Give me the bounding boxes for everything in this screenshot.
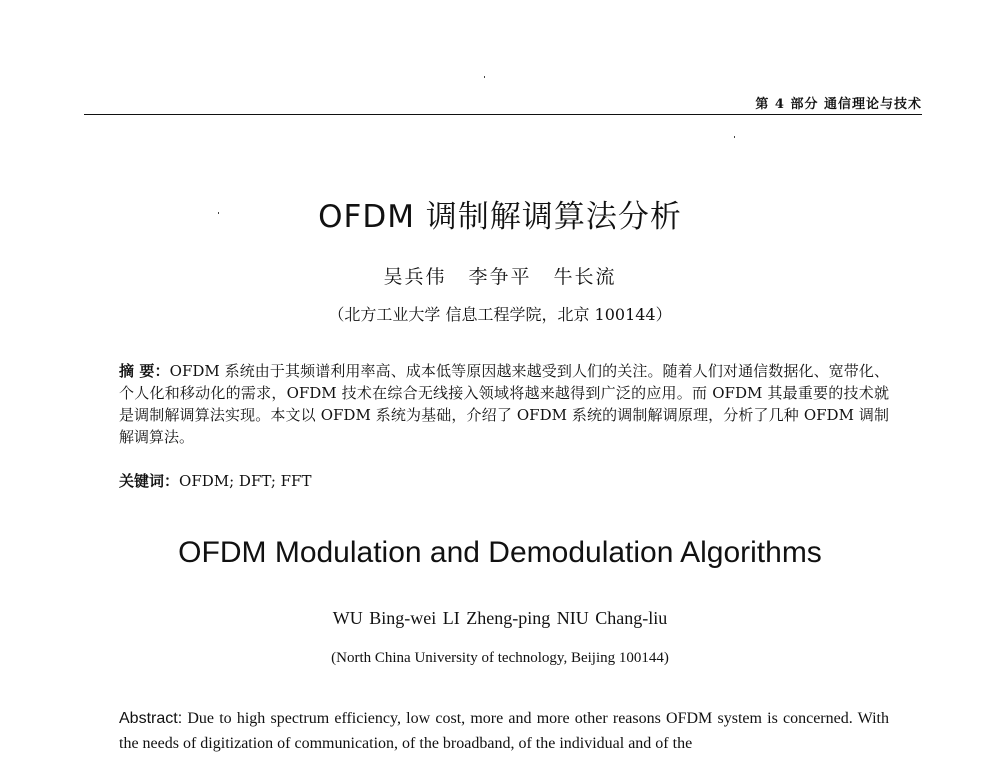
chinese-keywords [119,470,311,491]
english-authors: WU Bing-wei LI Zheng-ping NIU Chang-liu [332,608,668,628]
chinese-keywords-text: OFDM; DFT; FFT [179,472,312,490]
scan-speck [484,76,485,78]
running-header: 第 4 部分 通信理论与技术 [755,97,922,112]
english-abstract [119,706,889,756]
chinese-affiliation: （北方工业大学 信息工程学院，北京 100144） [328,305,672,324]
english-affiliation: (North China University of technology, Beijing 100144) [331,650,669,666]
chinese-abstract [119,360,889,448]
chinese-authors: 吴兵伟 李争平 牛长流 [383,266,617,288]
english-title: OFDM Modulation and Demodulation Algorithms [178,536,822,569]
english-abstract-text: Due to high spectrum efficiency, low cost, more and more other reasons OFDM system is concerned. With the needs of digitization of communication, of the broadband, of the individual and of the [119,710,889,752]
chinese-abstract-label: 摘 要： [119,362,170,380]
chinese-abstract-text: OFDM 系统由于其频谱利用率高、成本低等原因越来越受到人们的关注。随着人们对通信数据化、宽带化、个人化和移动化的需求，OFDM 技术在综合无线接入领域将越来越得到广泛的应用。而 OFDM 其最重要的技术就是调制解调算法实现。本文以 OFDM 系统为基础，介绍了 OFDM 系统的调制解调原理，分析了几种 OFDM 调制解调算法。 [119,362,889,446]
english-abstract-label: Abstract: [119,710,183,727]
chinese-keywords-label: 关键词： [119,472,180,490]
scan-speck [734,136,735,138]
header-rule [84,114,922,115]
chinese-title: OFDM 调制解调算法分析 [318,199,682,235]
